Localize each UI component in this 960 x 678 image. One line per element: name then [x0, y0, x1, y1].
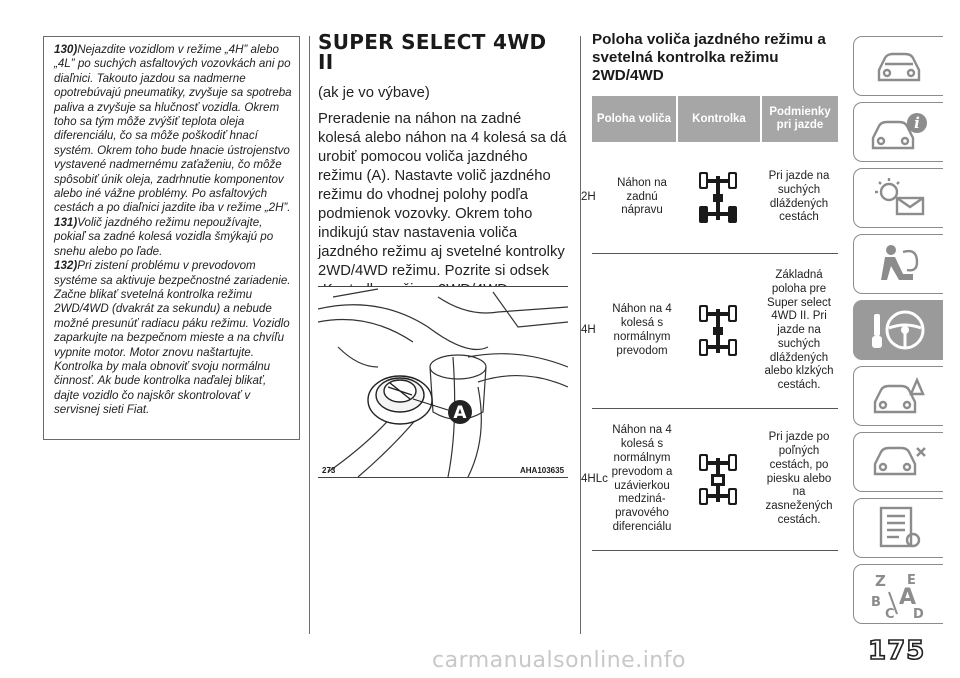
car-service-icon [869, 440, 929, 484]
note-131: 131)Volič jazdného režimu nepoužívajte, pokiaľ sa zadné kolesá vozidla šmýkajú po snehu alebo po ľade. [54, 215, 274, 258]
callout-a-label: A [453, 403, 467, 423]
figure-number: 273 [322, 466, 336, 475]
chapter-tab-car-info[interactable] [853, 102, 943, 162]
svg-text:i: i [913, 114, 920, 132]
drive-description: Náhon na 4 kolesá s normálnym prevodom a uzávierkou medziná-pravového diferenciálu [611, 424, 673, 533]
table-title: Poloha voliča jazdného režimu a svetelná kontrolka režimu 2WD/4WD [592, 31, 826, 85]
chapter-tab-safety[interactable] [853, 234, 943, 294]
alphabet-index-icon [869, 568, 929, 620]
drive-conditions: Pri jazde po poľných cestách, po piesku alebo na zasnežených cestách. [765, 431, 833, 526]
drive-mode-table [581, 96, 838, 551]
watermark: carmanualsonline.info [432, 648, 686, 673]
chapter-tab-dashboard[interactable] [853, 36, 943, 96]
header-indicator: Kontrolka [676, 96, 760, 142]
svg-text:A: A [898, 585, 916, 610]
airbag-person-icon [873, 242, 925, 286]
car-emergency-icon [869, 374, 929, 418]
notes-box [43, 36, 300, 440]
column-divider [309, 36, 310, 634]
svg-text:E: E [906, 573, 916, 588]
4wd-lock-drivetrain-icon [698, 452, 738, 508]
car-dashboard-icon [873, 46, 925, 86]
mode-position: 2H [581, 190, 596, 203]
note-132: 132)Pri zistení problému v prevodovom systéme sa aktivuje bezpečnostné zariadenie. Začne blikať svetelná kontrolka režimu 2WD/4WD (dvakrát za sekundu) a nebude možné presunúť radiacu páku režimu. Vozidlo zaparkujte na bezpečnom mieste a na chvíľu vypnite motor. Motor znovu naštartujte. Kontrolka by mala obnoviť svoju normálnu činnosť. Ak bude kontrolka naďalej blikať, dajte vozidlo čo najskôr skontrolovať v servisnej sieti Fiat. [54, 259, 291, 417]
table-row [581, 142, 838, 254]
note-130: 130)Nejazdite vozidlom v režime „4H” alebo „4L” po suchých asfaltových vozovkách ani po diaľnici. Takouto jazdou sa nadmerne opotrebúvajú pneumatiky, zvyšuje sa spotreba paliva a zvyšuje sa hlučnosť vozidla. Okrem toho sa tým môže zvýšiť teplota oleja diferenciálu, čo sa môže poškodiť hnací systém. Okrem toho bude hnacie ústrojenstvo vystavené nadmernému zaťaženiu, čo môže spôsobiť únik oleja, zadrhnutie komponentov alebo iné vážne problémy. Po asfaltových cestách a po diaľnici jazdite iba v režime „2H”. [54, 43, 292, 215]
table-row [581, 409, 838, 551]
4wd-drivetrain-icon [698, 303, 738, 359]
section-body: Preradenie na náhon na zadné kolesá alebo náhon na 4 kolesá sa dá urobiť pomocou voliča jazdného režimu (A). Nastavte volič jazdného režimu do vhodnej polohy podľa podmienok vozovky. Okrem toho indikujú stav nastavenia voliča jazdného režimu aj svetelné kontrolky 2WD/4WD režimu. Pozrite si odsek [318, 111, 567, 279]
header-conditions: Podmienky pri jazde [760, 96, 838, 142]
chapter-tab-warning-lights[interactable] [853, 168, 943, 228]
figure-code: AHA103635 [520, 466, 565, 475]
steering-wheel-key-icon [869, 306, 929, 354]
svg-text:C: C [884, 607, 895, 620]
2wd-drivetrain-icon [698, 170, 738, 226]
chapter-tab-service[interactable] [853, 432, 943, 492]
table-row [581, 254, 838, 409]
drive-selector-figure [318, 286, 568, 478]
warning-light-message-icon [869, 176, 929, 220]
chapter-tab-specifications[interactable] [853, 498, 943, 558]
svg-text:Z: Z [874, 572, 886, 590]
section-title: SUPER SELECT 4WD II [318, 30, 547, 74]
drive-conditions: Pri jazde na suchých dláždených cestách [768, 169, 830, 224]
chapter-tab-index[interactable] [853, 564, 943, 624]
drive-description: Náhon na zadnú nápravu [617, 176, 667, 217]
section-column [318, 32, 568, 319]
section-subtitle: (ak je vo výbave) [318, 85, 430, 101]
drive-description: Náhon na 4 kolesá s normálnym prevodom [612, 303, 672, 357]
table-header [592, 96, 838, 142]
mode-position: 4H [581, 324, 596, 337]
svg-text:B: B [870, 595, 881, 610]
page-number: 175 [868, 636, 926, 666]
chapter-tab-starting-driving[interactable] [853, 300, 943, 360]
drive-conditions: Základná poloha pre Super select 4WD II. Pri jazde na suchých dláždených alebo klzkých cestách. [764, 268, 834, 392]
mode-position: 4HLc [581, 472, 608, 485]
chapter-tabs [853, 36, 943, 630]
header-position: Poloha voliča [592, 96, 676, 142]
chapter-tab-emergency[interactable] [853, 366, 943, 426]
car-info-icon [869, 110, 929, 154]
list-document-icon [873, 504, 925, 552]
svg-text:D: D [912, 607, 924, 620]
drive-selector-illustration [318, 287, 568, 477]
